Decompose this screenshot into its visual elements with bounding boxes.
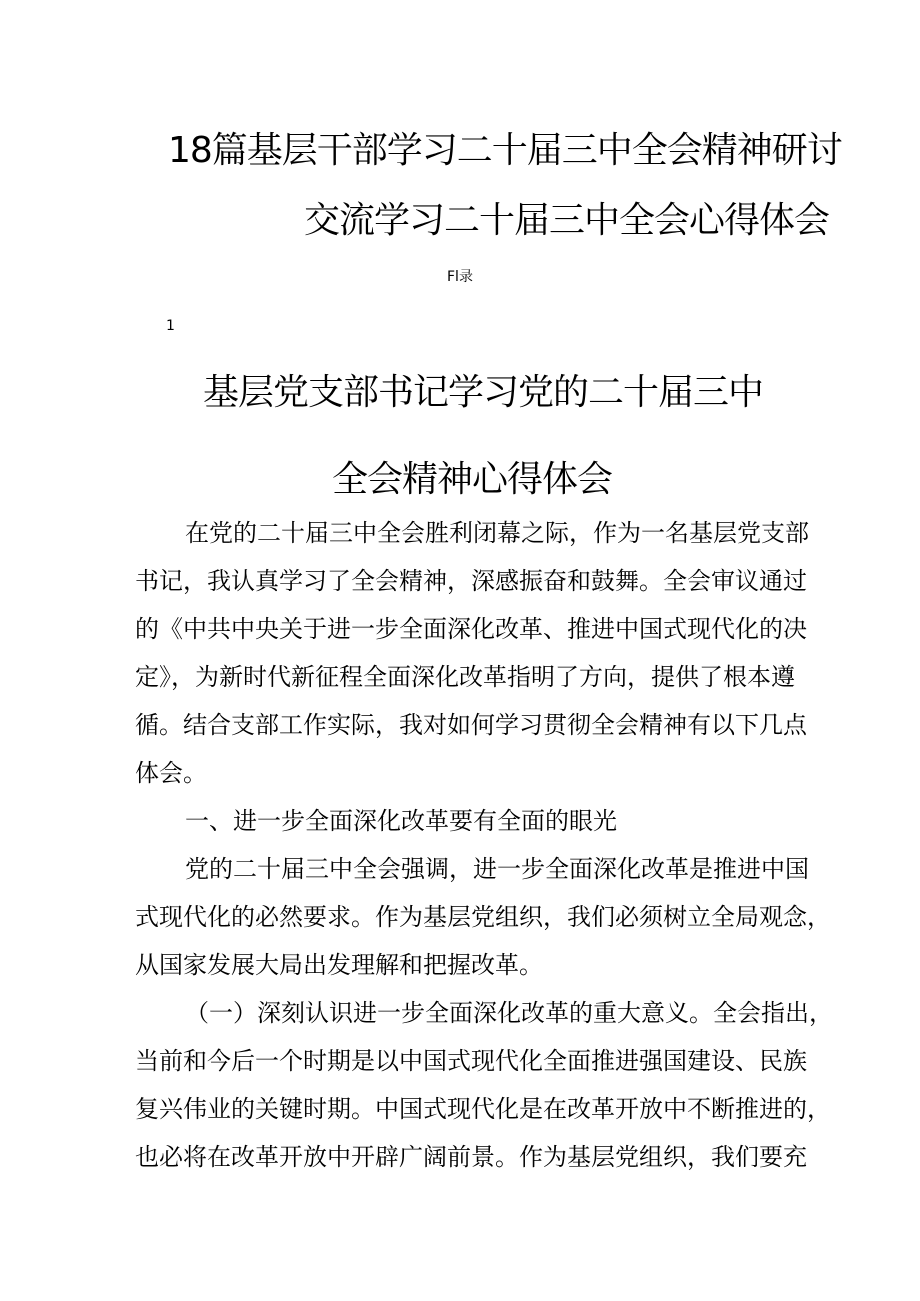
body-line: 从国家发展大局出发理解和把握改革。 [135,951,543,979]
body-line: 式现代化的必然要求。作为基层党组织，我们必须树立全局观念， [135,903,831,931]
toc-label: Fl录 [447,269,473,285]
body-line: 党的二十届三中全会强调，进一步全面深化改革是推进中国 [185,855,809,883]
body-line: 的《中共中央关于进一步全面深化改革、推进中国式现代化的决 [135,615,807,643]
section-title-line-1: 基层党支部书记学习党的二十届三中 [203,372,764,413]
body-line: 循。结合支部工作实际，我对如何学习贯彻全会精神有以下几点 [135,711,807,739]
body-line: 定》，为新时代新征程全面深化改革指明了方向，提供了根本遵 [135,663,795,691]
toc-number: 1 [166,318,175,334]
body-line: 体会。 [135,759,207,787]
body-line: 也必将在改革开放中开辟广阔前景。作为基层党组织，我们要充 [135,1143,807,1171]
body-line: 当前和今后一个时期是以中国式现代化全面推进强国建设、民族 [135,1047,807,1075]
document-title-line-1: 18篇基层干部学习二十届三中全会精神研讨 [168,130,842,171]
body-line: 书记，我认真学习了全会精神，深感振奋和鼓舞。全会审议通过 [135,567,807,595]
document-title-line-2: 交流学习二十届三中全会心得体会 [304,200,830,241]
body-line: 在党的二十届三中全会胜利闭幕之际，作为一名基层党支部 [185,519,809,547]
body-line: 复兴伟业的关键时期。中国式现代化是在改革开放中不断推进的， [135,1095,831,1123]
body-line: 一、进一步全面深化改革要有全面的眼光 [185,807,617,835]
body-line: （一）深刻认识进一步全面深化改革的重大意义。全会指出， [185,999,833,1027]
section-title-line-2: 全会精神心得体会 [332,459,613,500]
